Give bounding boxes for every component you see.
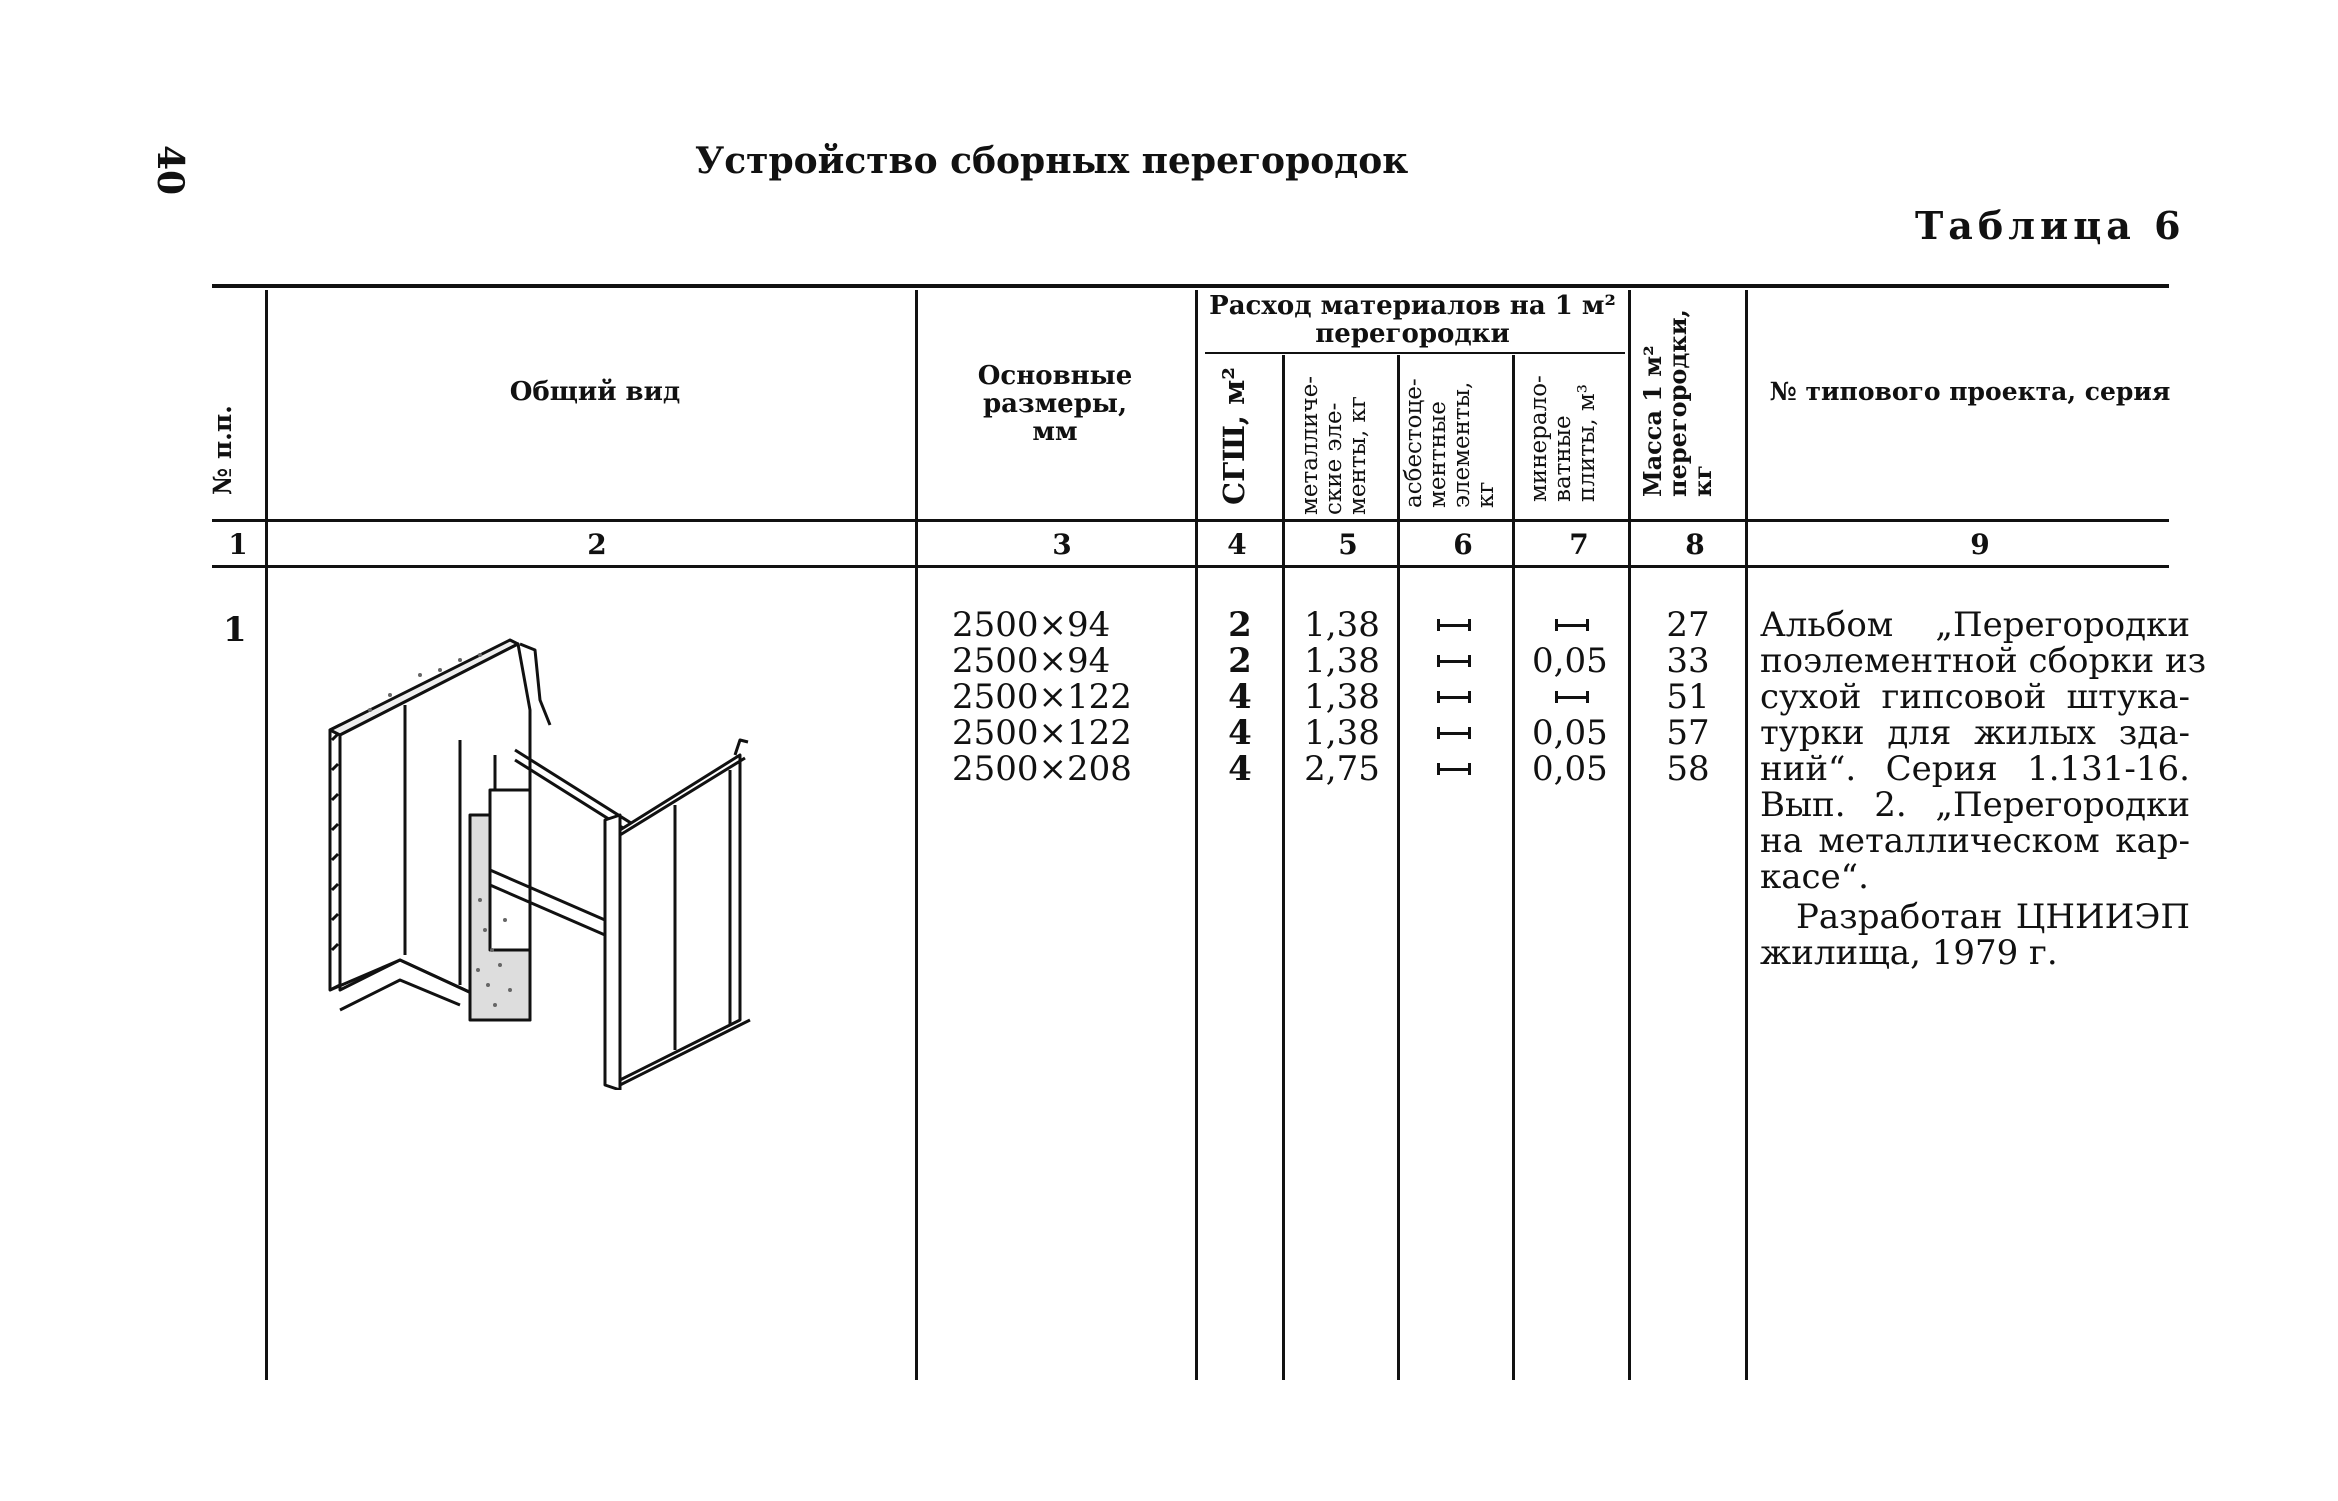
size-value-2: 2500×94	[952, 641, 1111, 681]
size-value-1: 2500×94	[952, 605, 1111, 645]
column-number-5: 5	[1338, 528, 1358, 561]
column-number-8: 8	[1685, 528, 1705, 561]
developer-line-2: жилища, 1979 г.	[1760, 933, 2058, 973]
header-col3-line3: мм	[1032, 417, 1078, 447]
header-col7-line3: плиты, м³	[1574, 383, 1600, 502]
col-divider-7	[1628, 290, 1631, 1380]
header-group-line1: Расход материалов на 1 м²	[1209, 291, 1616, 321]
metal-value-1: 1,38	[1304, 605, 1380, 645]
column-number-7: 7	[1569, 528, 1589, 561]
asbestos-dash-5	[1437, 763, 1471, 775]
asbestos-dash-1	[1437, 619, 1471, 631]
header-col5	[1298, 376, 1370, 515]
header-col1: № п.п.	[208, 405, 237, 495]
header-col3-line2: размеры,	[982, 389, 1128, 419]
mass-value-3: 51	[1666, 677, 1710, 717]
header-col9: № типового проекта, серия	[1769, 377, 2171, 406]
asbestos-dash-4	[1437, 727, 1471, 739]
header-col5-line1: металличе-	[1297, 375, 1323, 515]
sgsh-value-1: 2	[1228, 605, 1252, 645]
header-col2: Общий вид	[509, 377, 681, 407]
sgsh-value-5: 4	[1228, 749, 1252, 789]
mass-list	[1633, 607, 1743, 787]
table-top-rule	[212, 284, 2169, 288]
col-divider-1	[265, 290, 268, 1380]
size-value-3: 2500×122	[952, 677, 1132, 717]
header-col7-line1: минерало-	[1526, 375, 1552, 502]
project-line-2: поэлементной сборки из	[1760, 641, 2207, 681]
sgsh-value-4: 4	[1228, 713, 1252, 753]
mineral-value-2: 0,05	[1532, 641, 1608, 681]
sgsh-value-2: 2	[1228, 641, 1252, 681]
metal-value-3: 1,38	[1304, 677, 1380, 717]
project-line-6: Вып. 2. „Перегородки	[1760, 785, 2190, 825]
mass-value-1: 27	[1666, 605, 1710, 645]
project-line-1: Альбом „Перегородки	[1760, 605, 2190, 645]
mineral-list	[1517, 607, 1627, 787]
mass-value-4: 57	[1666, 713, 1710, 753]
mineral-value-5: 0,05	[1532, 749, 1608, 789]
sizes-list	[952, 607, 1132, 787]
mass-value-5: 58	[1666, 749, 1710, 789]
col-divider-8	[1745, 290, 1748, 1380]
project-line-3: сухой гипсовой штука-	[1760, 677, 2190, 717]
project-line-5: ний“. Серия 1.131-16.	[1760, 749, 2190, 789]
metal-value-5: 2,75	[1304, 749, 1380, 789]
metal-list	[1287, 607, 1397, 787]
col-divider-4	[1282, 355, 1285, 1380]
metal-value-4: 1,38	[1304, 713, 1380, 753]
mineral-value-4: 0,05	[1532, 713, 1608, 753]
project-line-8: касе“.	[1760, 857, 1869, 897]
header-col5-line2: ские эле-	[1321, 402, 1347, 515]
group-header-rule	[1205, 352, 1625, 354]
page-number: 40	[149, 144, 191, 196]
header-col4: СГШ, м²	[1217, 367, 1251, 505]
mass-value-2: 33	[1666, 641, 1710, 681]
header-col6-line3: элементы,	[1449, 381, 1475, 508]
row-number: 1	[223, 610, 247, 650]
col-divider-2	[915, 290, 918, 1380]
sgsh-value-3: 4	[1228, 677, 1252, 717]
mineral-dash-1	[1555, 619, 1589, 631]
col-divider-3	[1195, 290, 1198, 1380]
header-col7	[1527, 375, 1599, 502]
column-number-6: 6	[1453, 528, 1473, 561]
column-number-2: 2	[587, 528, 607, 561]
header-col8-line1: Масса 1 м²	[1638, 345, 1667, 497]
asbestos-dash-2	[1437, 655, 1471, 667]
column-number-4: 4	[1227, 528, 1247, 561]
header-col3	[940, 362, 1170, 446]
colnum-bottom-rule	[212, 565, 2169, 568]
col-divider-6	[1512, 355, 1515, 1380]
col-divider-5	[1397, 355, 1400, 1380]
header-col3-line1: Основные	[977, 361, 1133, 391]
page-title: Устройство сборных перегородок	[695, 140, 1409, 182]
header-col8-line3: кг	[1688, 464, 1717, 497]
asbestos-list	[1437, 607, 1477, 787]
header-col6	[1402, 378, 1498, 508]
header-col7-line2: ватные	[1550, 415, 1576, 502]
header-bottom-rule	[212, 519, 2169, 522]
project-description	[1760, 605, 2207, 973]
sgsh-list	[1200, 607, 1280, 787]
header-group-line2: перегородки	[1315, 319, 1510, 349]
header-col8-line2: перегородки,	[1663, 309, 1692, 497]
column-number-9: 9	[1970, 528, 1990, 561]
developer-line-1: Разработан ЦНИИЭП	[1796, 897, 2190, 937]
metal-value-2: 1,38	[1304, 641, 1380, 681]
size-value-5: 2500×208	[952, 749, 1132, 789]
header-col5-line3: менты, кг	[1345, 396, 1371, 515]
mineral-dash-3	[1555, 691, 1589, 703]
header-group-title	[1200, 292, 1625, 348]
header-col6-line1: асбестоце-	[1401, 378, 1427, 508]
table-label: Таблица 6	[1915, 203, 2186, 248]
column-number-3: 3	[1052, 528, 1072, 561]
header-col6-line2: ментные	[1425, 401, 1451, 508]
project-line-4: турки для жилых зда-	[1760, 713, 2190, 753]
column-number-1: 1	[228, 528, 248, 561]
header-col8	[1640, 309, 1715, 497]
partition-drawing	[320, 630, 880, 1090]
size-value-4: 2500×122	[952, 713, 1132, 753]
project-line-7: на металлическом кар-	[1760, 821, 2190, 861]
asbestos-dash-3	[1437, 691, 1471, 703]
header-col6-line4: кг	[1473, 481, 1499, 508]
